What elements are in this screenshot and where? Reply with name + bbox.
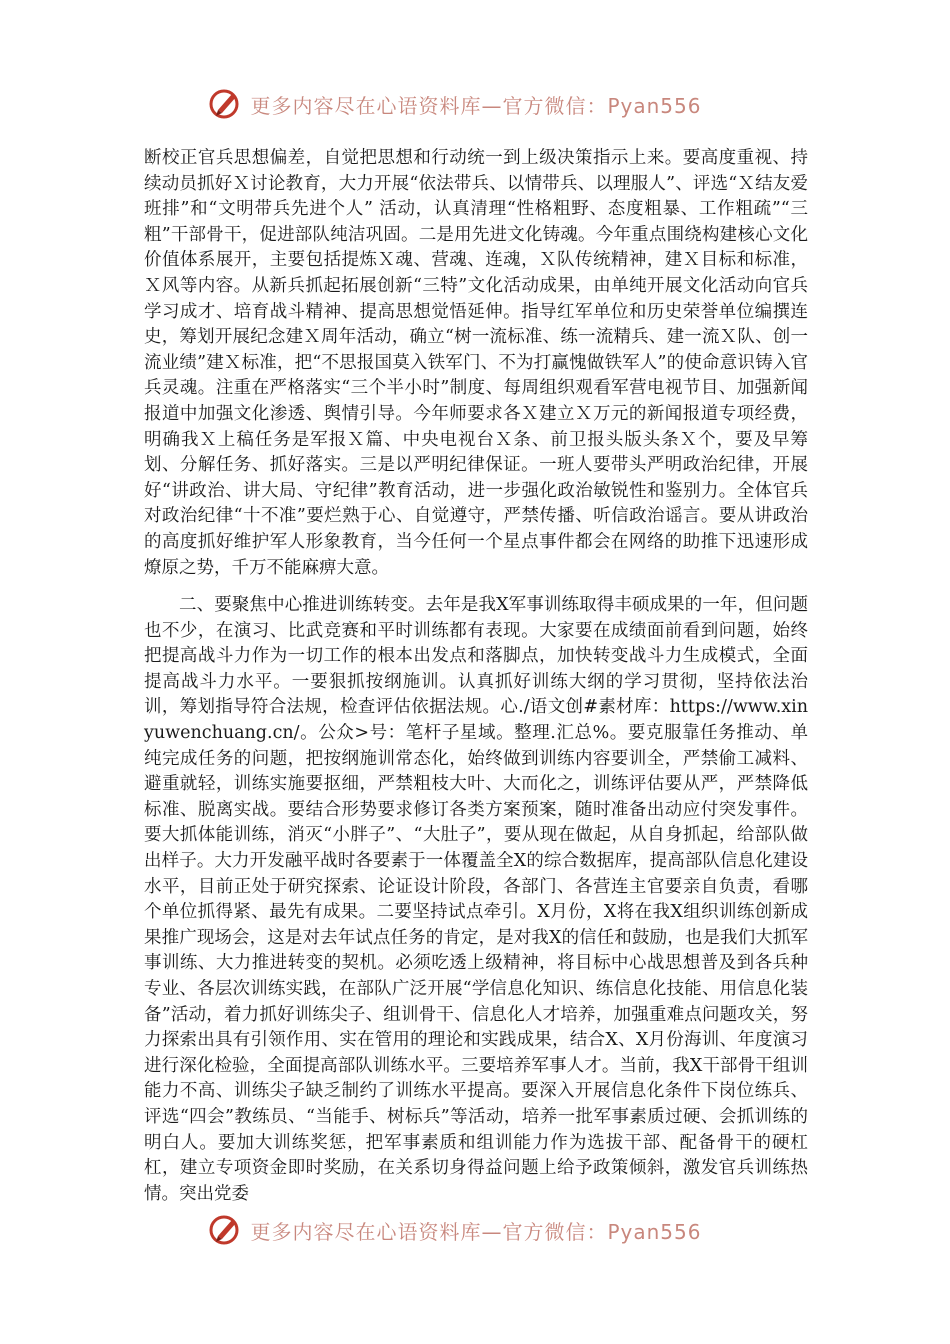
paragraph-2: 二、要聚焦中心推进训练转变。去年是我X军事训练取得丰硕成果的一年，但问题也不少，在演习、比武竞赛和平时训练都有表现。大家要在成绩面前看到问题，始终把提高战斗力作为一切工作的根本出发点和落脚点，加快转变战斗力生成模式，全面提高战斗力水平。一要狠抓按纲施训。认真抓好训练大纲的学习贯彻，坚持依法治训，筹划指导符合法规，检查评估依据法规。心./语文创#素材库：https://www.xinyuwenchuang.cn/。公众>号：笔杆子星域。整理.汇总%。要克服靠任务推动、单纯完成任务的问题，把按纲施训常态化，始终做到训练内容要训全，严禁偷工减料、避重就轻，训练实施要抠细，严禁粗枝大叶、大而化之，训练评估要从严，严禁降低标准、脱离实战。要结合形势要求修订各类方案预案，随时准备出动应付突发事件。要大抓体能训练，消灭“小胖子”、“大肚子”，要从现在做起，从自身抓起，给部队做出样子。大力开发融平战时各要素于一体覆盖全X的综合数据库，提高部队信息化建设水平，目前正处于研究探索、论证设计阶段，各部门、各营连主官要亲自负责，看哪个单位抓得紧、最先有成果。二要坚持试点牵引。X月份，X将在我X组织训练创新成果推广现场会，这是对去年试点任务的肯定，是对我X的信任和鼓励，也是我们大抓军事训练、大力推进转变的契机。必须吃透上级精神，将目标中心战思想普及到各兵种专业、各层次训练实践，在部队广泛开展“学信息化知识、练信息化技能、用信息化装备”活动，着力抓好训练尖子、组训骨干、信息化人才培养，加强重难点问题攻关，努力探索出具有引领作用、实在管用的理论和实践成果，结合X、X月份海训、年度演习进行深化检验，全面提高部队训练水平。三要培养军事人才。当前，我X干部骨干组训能力不高、训练尖子缺乏制约了训练水平提高。要深入开展信息化条件下岗位练兵、评选“四会”教练员、“当能手、树标兵”等活动，培养一批军事素质过硬、会抓训练的明白人。要加大训练奖惩，把军事素质和组训能力作为选拔干部、配备骨干的硬杠杠，建立专项资金即时奖励，在关系切身得益问题上给予政策倾斜，激发官兵训练热情。突出党委 [144,595,808,1204]
paragraph-1: 断校正官兵思想偏差，自觉把思想和行动统一到上级决策指示上来。要高度重视、持续动员抓好Ｘ讨论教育，大力开展“依法带兵、以情带兵、以理服人”、评选“Ｘ结友爱班排”和“文明带兵先进个人” 活动，认真清理“性格粗野、态度粗暴、工作粗疏”“三粗”干部骨干，促进部队纯洁巩固。二是用先进文化铸魂。今年重点围绕构建核心文化价值体系展开，主要包括提炼Ｘ魂、营魂、连魂，Ｘ队传统精神，建Ｘ目标和标准，Ｘ风等内容。从新兵抓起拓展创新“三特”文化活动成果，由单纯开展文化活动向官兵学习成才、培育战斗精神、提高思想觉悟延伸。指导红军单位和历史荣誉单位编撰连史，筹划开展纪念建Ｘ周年活动，确立“树一流标准、练一流精兵、建一流Ｘ队、创一流业绩”建Ｘ标准，把“不思报国莫入铁军门、不为打赢愧做铁军人”的使命意识铸入官兵灵魂。注重在严格落实“三个半小时”制度、每周组织观看军营电视节目、加强新闻报道中加强文化渗透、舆情引导。今年师要求各Ｘ建立Ｘ万元的新闻报道专项经费，明确我Ｘ上稿任务是军报Ｘ篇、中央电视台Ｘ条、前卫报头版头条Ｘ个，要及早筹划、分解任务、抓好落实。三是以严明纪律保证。一班人要带头严明政治纪律，开展好“讲政治、讲大局、守纪律”教育活动，进一步强化政治敏锐性和鉴别力。全体官兵对政治纪律“十不准”要烂熟于心、自觉遵守，严禁传播、听信政治谣言。要从讲政治的高度抓好维护军人形象教育，当今任何一个星点事件都会在网络的助推下迅速形成燎原之势，千万不能麻痹大意。 [144,148,808,578]
header-watermark-banner [0,84,950,124]
pen-writing-logo-icon [208,1212,244,1248]
pen-writing-logo-icon [208,86,244,122]
footer-watermark-text: 更多内容尽在心语资料库—官方微信：Pyan556 [250,1219,702,1244]
document-body [144,146,808,1207]
footer-watermark-banner [0,1210,950,1250]
header-watermark-text: 更多内容尽在心语资料库—官方微信：Pyan556 [250,93,702,118]
